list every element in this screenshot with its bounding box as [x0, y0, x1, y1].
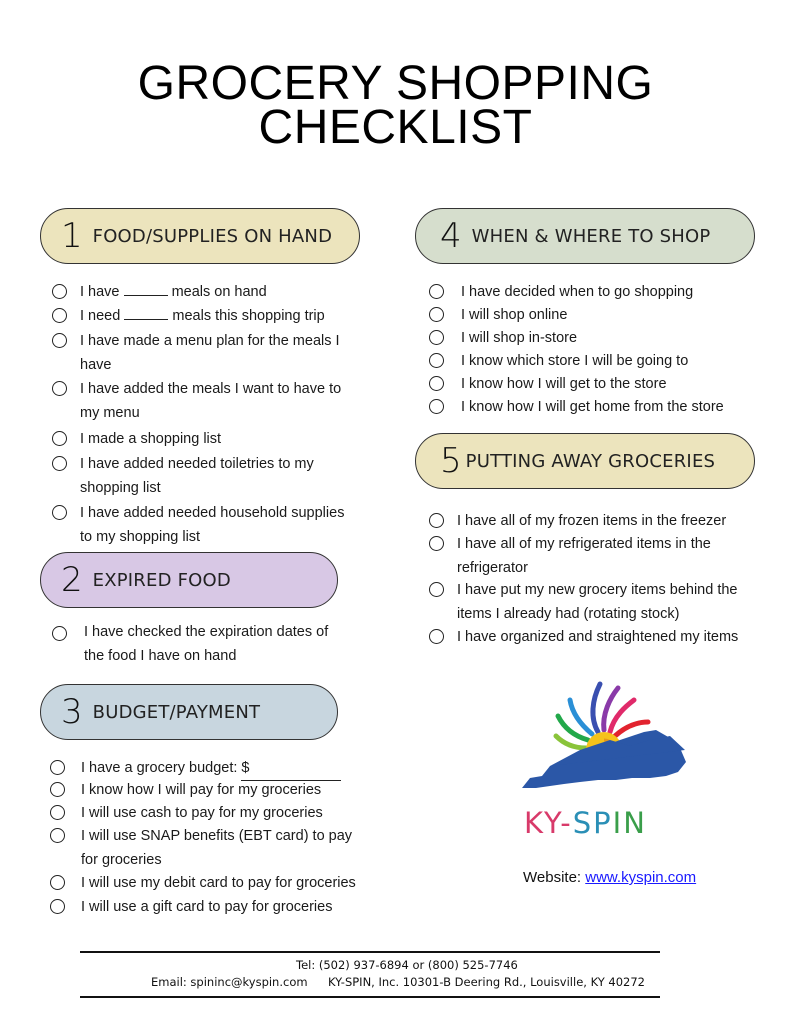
checkbox-circle[interactable]: [429, 376, 444, 391]
checkbox-circle[interactable]: [429, 353, 444, 368]
item-text: I have: [80, 284, 120, 300]
checkbox-circle[interactable]: [52, 626, 67, 641]
section-3-number: 3: [61, 692, 83, 732]
page-title-line2: CHECKLIST: [258, 101, 533, 154]
item-text: I will use a gift card to pay for groceries: [81, 899, 333, 915]
checkbox-circle[interactable]: [50, 828, 65, 843]
item-text: I will shop online: [461, 307, 568, 323]
checkbox-circle[interactable]: [50, 782, 65, 797]
checkbox-circle[interactable]: [429, 284, 444, 299]
section-4-number: 4: [440, 216, 462, 256]
section-3-header: [40, 684, 338, 740]
item-text: I have added needed household supplies: [80, 505, 345, 521]
item-text: I will shop in-store: [461, 330, 578, 346]
checkbox-circle[interactable]: [52, 284, 67, 299]
budget-amount-field[interactable]: $: [241, 756, 341, 781]
item-text: I know how I will get to the store: [461, 376, 667, 392]
checkbox-circle[interactable]: [50, 875, 65, 890]
checkbox-circle[interactable]: [52, 505, 67, 520]
footer-divider-top: [80, 951, 660, 953]
footer-address: KY-SPIN, Inc. 10301-B Deering Rd., Louisville, KY 40272: [328, 975, 645, 989]
website-line: [523, 869, 696, 886]
checkbox-circle[interactable]: [429, 536, 444, 551]
item-text: I have made a menu plan for the meals I: [80, 333, 340, 349]
item-text: I have added the meals I want to have to: [80, 381, 342, 397]
checkbox-circle[interactable]: [429, 513, 444, 528]
item-text: I will use SNAP benefits (EBT card) to pay: [81, 828, 353, 844]
footer-email: Email: spininc@kyspin.com: [151, 975, 308, 989]
section-4-header: [415, 208, 755, 264]
page-title-line1: GROCERY SHOPPING: [137, 57, 654, 110]
section-4-label: WHEN & WHERE TO SHOP: [471, 225, 711, 247]
website-label: Website:: [523, 869, 582, 886]
checkbox-circle[interactable]: [429, 582, 444, 597]
item-text-cont: shopping list: [80, 480, 161, 496]
website-link[interactable]: www.kyspin.com: [585, 869, 697, 886]
checkbox-circle[interactable]: [429, 330, 444, 345]
item-text: meals this shopping trip: [172, 308, 325, 324]
item-text: I made a shopping list: [80, 431, 222, 447]
item-text: I know how I will get home from the store: [461, 399, 724, 415]
checkbox-circle[interactable]: [50, 899, 65, 914]
item-text: I know which store I will be going to: [461, 353, 689, 369]
section-3-label: BUDGET/PAYMENT: [92, 701, 261, 723]
blank-line: [124, 281, 168, 296]
item-text-cont: my menu: [80, 405, 140, 421]
section-1-number: 1: [61, 216, 83, 256]
checkbox-circle[interactable]: [52, 308, 67, 323]
item-text-cont: refrigerator: [457, 560, 528, 576]
section-5-number: 5: [440, 441, 462, 481]
footer-phone: Tel: (502) 937-6894 or (800) 525-7746: [296, 958, 518, 972]
footer-divider-bottom: [80, 996, 660, 998]
checkbox-circle[interactable]: [52, 456, 67, 471]
item-text: I know how I will pay for my groceries: [81, 782, 322, 798]
ky-spin-logo: [520, 670, 690, 845]
item-text: I have added needed toiletries to my: [80, 456, 314, 472]
blank-line: [124, 305, 168, 320]
checkbox-circle[interactable]: [52, 381, 67, 396]
section-5-header: [415, 433, 755, 489]
section-2-label: EXPIRED FOOD: [92, 569, 231, 591]
checkbox-circle[interactable]: [429, 629, 444, 644]
section-2-number: 2: [61, 560, 83, 600]
logo-graphic-icon: [520, 670, 690, 845]
item-text-cont: to my shopping list: [80, 529, 201, 545]
item-text: I have decided when to go shopping: [461, 284, 694, 300]
item-text: I have a grocery budget:: [81, 760, 238, 776]
item-text: I have checked the expiration dates of: [84, 624, 329, 640]
item-text: I have organized and straightened my items: [457, 629, 739, 645]
checkbox-circle[interactable]: [52, 333, 67, 348]
item-text: I have put my new grocery items behind the: [457, 582, 738, 598]
item-text: I have all of my refrigerated items in the: [457, 536, 711, 552]
section-5-label: PUTTING AWAY GROCERIES: [465, 450, 716, 472]
item-text-cont: have: [80, 357, 112, 373]
item-text: I will use my debit card to pay for groceries: [81, 875, 356, 891]
section-1-label: FOOD/SUPPLIES ON HAND: [92, 225, 333, 247]
item-text-cont: items I already had (rotating stock): [457, 606, 680, 622]
item-text: I will use cash to pay for my groceries: [81, 805, 323, 821]
checkbox-circle[interactable]: [52, 431, 67, 446]
checkbox-circle[interactable]: [50, 760, 65, 775]
checkbox-circle[interactable]: [429, 399, 444, 414]
item-text: I have all of my frozen items in the freezer: [457, 513, 727, 529]
logo-text: KY-SPIN: [524, 806, 647, 840]
section-2-header: [40, 552, 338, 608]
section-1-header: [40, 208, 360, 264]
item-text-cont: the food I have on hand: [84, 648, 237, 664]
item-text-cont: for groceries: [81, 852, 162, 868]
checkbox-circle[interactable]: [429, 307, 444, 322]
item-text: meals on hand: [171, 284, 267, 300]
item-text: I need: [80, 308, 121, 324]
checkbox-circle[interactable]: [50, 805, 65, 820]
